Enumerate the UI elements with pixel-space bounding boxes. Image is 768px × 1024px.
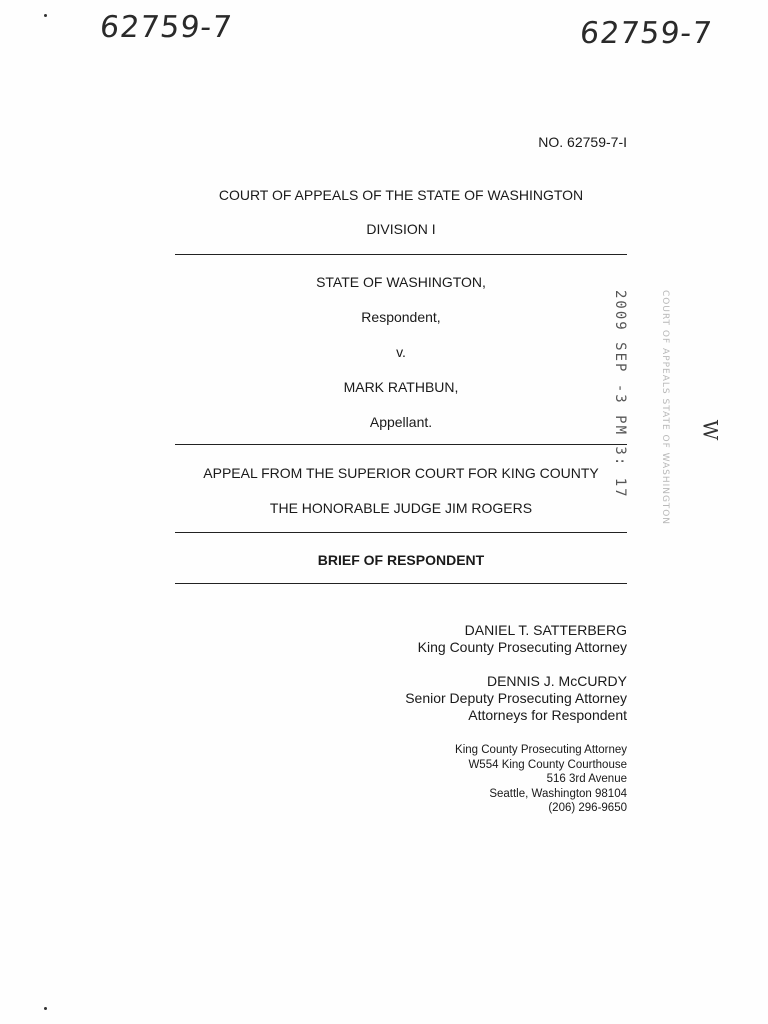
divider-rule (175, 532, 627, 533)
attorney-block-1 (418, 622, 627, 656)
attorney-name: DENNIS J. McCURDY (486, 673, 627, 689)
address-line: Seattle, Washington 98104 (489, 787, 627, 800)
attorney-title: Senior Deputy Prosecuting Attorney (405, 690, 627, 706)
attorney-block-2 (405, 673, 627, 724)
handwritten-case-number-left: 62759-7 (98, 10, 235, 45)
brief-title: BRIEF OF RESPONDENT (317, 552, 485, 568)
address-line: W554 King County Courthouse (468, 758, 627, 771)
scan-speck (44, 14, 47, 17)
appeal-judge: THE HONORABLE JUDGE JIM ROGERS (269, 500, 533, 516)
attorney-role: Attorneys for Respondent (468, 707, 627, 723)
attorney-title: King County Prosecuting Attorney (417, 639, 627, 655)
case-number: NO. 62759-7-I (538, 134, 627, 150)
attorney-name: DANIEL T. SATTERBERG (464, 622, 627, 638)
handwritten-case-number-right: 62759-7 (578, 16, 715, 51)
defendant-role: Appellant. (369, 414, 433, 430)
address-line: 516 3rd Avenue (546, 773, 627, 785)
office-address (455, 743, 627, 816)
court-name: COURT OF APPEALS OF THE STATE OF WASHINGTON (218, 187, 584, 203)
plaintiff-name: STATE OF WASHINGTON, (316, 274, 486, 290)
address-line: (206) 296-9650 (548, 802, 627, 814)
stamp-initial: W (698, 419, 723, 441)
divider-rule (175, 444, 627, 445)
appeal-from: APPEAL FROM THE SUPERIOR COURT FOR KING COUNTY (203, 465, 599, 481)
divider-rule (175, 583, 627, 584)
court-division: DIVISION I (366, 221, 436, 237)
filing-stamp (600, 280, 723, 526)
address-line: King County Prosecuting Attorney (455, 744, 627, 756)
plaintiff-role: Respondent, (361, 309, 441, 325)
defendant-name: MARK RATHBUN, (343, 379, 459, 395)
scan-speck (44, 1007, 47, 1010)
stamp-faint-text: COURT OF APPEALS STATE OF WASHINGTON (660, 290, 670, 526)
stamp-date-time: 2009 SEP -3 PM 3: 17 (612, 290, 628, 499)
divider-rule (175, 254, 627, 255)
versus-label: v. (396, 344, 406, 360)
